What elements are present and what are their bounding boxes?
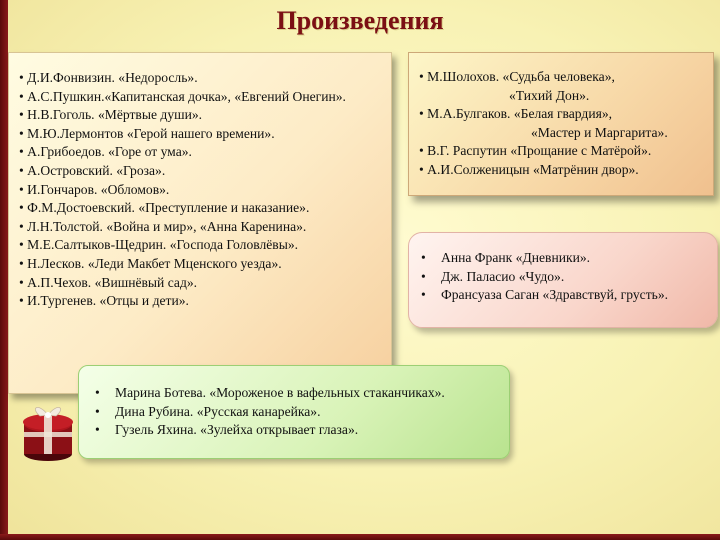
modern-works-card (78, 365, 510, 459)
list-item (419, 105, 707, 142)
list-item: • Л.Н.Толстой. «Война и мир», «Анна Каренина». (19, 218, 385, 237)
list-item: • Н.В.Гоголь. «Мёртвые души». (19, 106, 385, 125)
list-item: • Дина Рубина. «Русская канарейка». (93, 403, 501, 422)
list-item: • Ф.М.Достоевский. «Преступление и наказание». (19, 199, 385, 218)
list-item: • Анна Франк «Дневники». (419, 249, 709, 268)
modern-works-list (93, 384, 501, 440)
foreign-works-card (408, 232, 718, 328)
foreign-works-list (419, 249, 709, 305)
list-item: • Д.И.Фонвизин. «Недоросль». (19, 69, 385, 88)
list-item: • М.Е.Салтыков-Щедрин. «Господа Головлёвы». (19, 236, 385, 255)
list-item (419, 68, 707, 105)
list-item-line: М.А.Булгаков. «Белая гвардия», (427, 106, 613, 122)
list-item: • А.С.Пушкин.«Капитанская дочка», «Евгений Онегин». (19, 88, 385, 107)
list-item: • Франсуаза Саган «Здравствуй, грусть». (419, 286, 709, 305)
list-item: • И.Гончаров. «Обломов». (19, 181, 385, 200)
classic-works-card (8, 52, 392, 394)
list-item-continuation: «Мастер и Маргарита». (531, 124, 668, 140)
list-item: • В.Г. Распутин «Прощание с Матёрой». (419, 142, 707, 161)
list-item: • Н.Лесков. «Леди Макбет Мценского уезда». (19, 255, 385, 274)
list-item: • М.Ю.Лермонтов «Герой нашего времени». (19, 125, 385, 144)
gift-box-icon (20, 400, 76, 462)
list-item: • Гузель Яхина. «Зулейха открывает глаза». (93, 421, 501, 440)
soviet-works-list (419, 68, 707, 180)
frame-left-border (0, 0, 8, 540)
slide-title: Произведения (276, 6, 444, 35)
frame-bottom-border (0, 534, 720, 540)
list-item: • А.Грибоедов. «Горе от ума». (19, 143, 385, 162)
list-item: • А.П.Чехов. «Вишнёвый сад». (19, 274, 385, 293)
soviet-works-card (408, 52, 714, 196)
list-item: • А.Островский. «Гроза». (19, 162, 385, 181)
list-item: • Дж. Паласио «Чудо». (419, 268, 709, 287)
list-item: • Марина Ботева. «Мороженое в вафельных стаканчиках». (93, 384, 501, 403)
list-item-continuation: «Тихий Дон». (509, 87, 590, 103)
classic-works-list (19, 69, 385, 311)
list-item-line: М.Шолохов. «Судьба человека», (427, 69, 615, 84)
list-item: • И.Тургенев. «Отцы и дети». (19, 292, 385, 311)
list-item: • А.И.Солженицын «Матрёнин двор». (419, 161, 707, 180)
